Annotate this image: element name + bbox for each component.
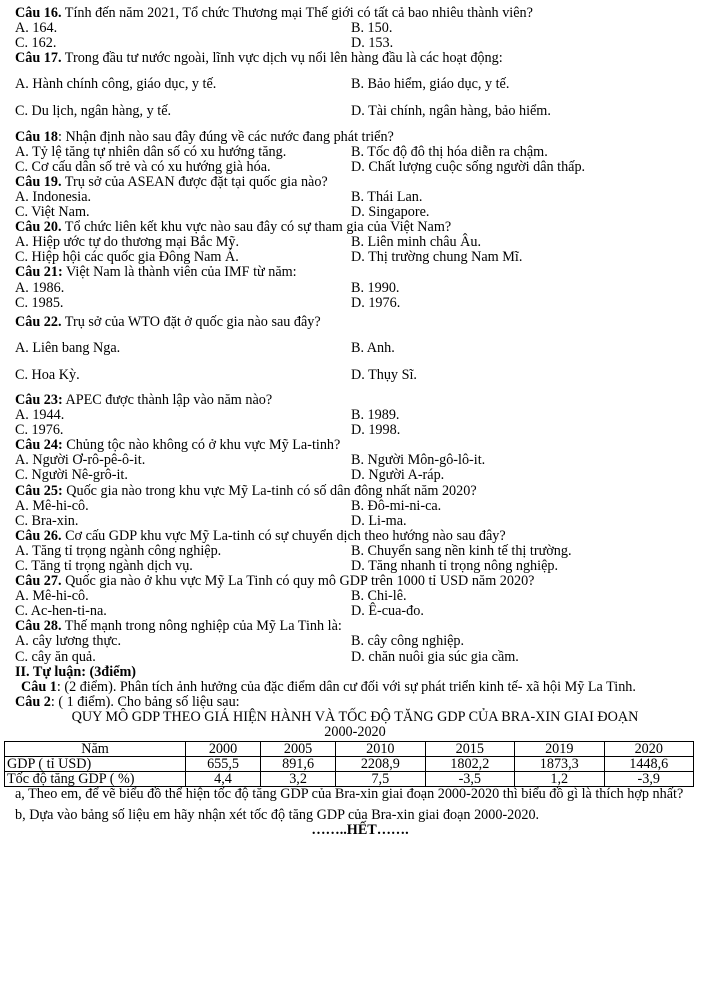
question-number: Câu 28.: [15, 618, 62, 635]
table-cell: 2000: [186, 742, 261, 757]
option-b: B. Đô-mi-ni-ca.: [351, 497, 442, 514]
question-27: [15, 574, 695, 589]
question-16-options: [15, 21, 695, 51]
table-header-row: [5, 742, 694, 757]
question-text: Trong đầu tư nước ngoài, lĩnh vực dịch vụ nổi lên hàng đầu là các hoạt động:: [61, 50, 503, 67]
table-cell: Năm: [5, 742, 186, 757]
question-22-options: [15, 341, 695, 383]
question-text: Chủng tộc nào không có ở khu vực Mỹ La-tinh?: [62, 437, 341, 454]
question-20: [15, 220, 695, 235]
option-c: C. Người Nê-grô-it.: [15, 467, 128, 484]
essay-question-1: [15, 680, 695, 695]
question-26-options: [15, 544, 695, 574]
question-25: [15, 484, 695, 499]
table-cell: -3,9: [604, 772, 694, 787]
question-28-options: [15, 634, 695, 664]
exam-page: [7, 5, 695, 839]
option-d: D. Thụy Sĩ.: [351, 366, 417, 383]
question-text: Tính đến năm 2021, Tổ chức Thương mại Thế giới có tất cả bao nhiêu thành viên?: [61, 5, 533, 21]
question-number: Câu 25:: [15, 482, 63, 499]
option-d: D. Tăng nhanh tỉ trọng nông nghiệp.: [351, 558, 559, 574]
table-cell: 2015: [425, 742, 514, 757]
table-cell: 1873,3: [515, 757, 604, 772]
question-19-options: [15, 190, 695, 220]
table-cell: 2010: [336, 742, 425, 757]
section-heading: II. Tự luận: (3điểm): [15, 663, 136, 680]
table-cell: 891,6: [261, 757, 336, 772]
option-a: A. Hiệp ước tự do thương mại Bắc Mỹ.: [15, 234, 240, 251]
table-cell: 2019: [515, 742, 604, 757]
table-cell: 655,5: [186, 757, 261, 772]
option-d: D. 1976.: [351, 294, 401, 311]
table-cell: 1,2: [515, 772, 604, 787]
option-b: B. Chi-lê.: [351, 588, 407, 605]
option-a: A. Tỷ lệ tăng tự nhiên dân số có xu hướng tăng.: [15, 143, 287, 160]
option-d: D. Ê-cua-đo.: [351, 603, 424, 620]
question-25-options: [15, 499, 695, 529]
table-cell: 2208,9: [336, 757, 425, 772]
question-26: [15, 529, 695, 544]
question-text: Thế mạnh trong nông nghiệp của Mỹ La Tinh là:: [61, 618, 342, 635]
question-text: Quốc gia nào ở khu vực Mỹ La Tinh có quy mô GDP trên 1000 tỉ USD năm 2020?: [61, 573, 535, 590]
question-text: APEC được thành lập vào năm nào?: [62, 391, 273, 408]
question-18-options: [15, 145, 695, 175]
option-b: B. Thái Lan.: [351, 188, 423, 205]
option-b: B. Bảo hiểm, giáo dục, y tế.: [351, 76, 510, 93]
table-row: [5, 772, 694, 787]
option-d: D. 153.: [351, 35, 394, 52]
question-24: [15, 438, 695, 453]
option-a: A. Indonesia.: [15, 188, 92, 205]
question-number: Câu 16.: [15, 5, 62, 21]
option-c: C. cây ăn quả.: [15, 648, 96, 665]
table-row: [5, 757, 694, 772]
table-cell: 7,5: [336, 772, 425, 787]
option-a: A. 164.: [15, 20, 58, 37]
table-cell: 2020: [604, 742, 694, 757]
end-marker: ……..HẾT…….: [311, 822, 409, 839]
option-c: C. Việt Nam.: [15, 204, 90, 221]
option-b: B. 1990.: [351, 279, 400, 296]
option-a: A. 1986.: [15, 279, 65, 296]
question-19: [15, 175, 695, 190]
option-b: B. Người Môn-gô-lô-it.: [351, 452, 486, 469]
question-text: Quốc gia nào trong khu vực Mỹ La-tinh có số dân đông nhất năm 2020?: [62, 482, 477, 499]
option-c: C. 1985.: [15, 294, 64, 311]
question-text: Cơ cấu GDP khu vực Mỹ La-tinh có sự chuyển dịch theo hướng nào sau đây?: [61, 527, 506, 544]
table-title: QUY MÔ GDP THEO GIÁ HIỆN HÀNH VÀ TỐC ĐỘ TĂNG GDP CỦA BRA-XIN GIAI ĐOẠN: [71, 708, 639, 725]
option-c: C. 162.: [15, 35, 57, 52]
option-a: A. Mê-hi-cô.: [15, 588, 89, 605]
option-b: B. Anh.: [351, 339, 395, 356]
option-d: D. Li-ma.: [351, 512, 407, 529]
option-d: D. chăn nuôi gia súc gia cầm.: [351, 648, 519, 665]
sub-question-b: b, Dựa vào bảng số liệu em hãy nhận xét tốc độ tăng GDP của Bra-xin giai đoạn 2000-2020.: [15, 807, 540, 824]
data-table: [4, 741, 694, 787]
question-24-options: [15, 453, 695, 483]
question-22: [15, 315, 695, 330]
option-b: B. Liên minh châu Âu.: [351, 234, 482, 251]
option-b: B. Chuyển sang nền kinh tế thị trường.: [351, 542, 572, 559]
option-c: C. Bra-xin.: [15, 512, 79, 529]
table-cell: 1448,6: [604, 757, 694, 772]
question-text: Trụ sở của ASEAN được đặt tại quốc gia nào?: [61, 173, 328, 190]
table-cell: 3,2: [261, 772, 336, 787]
option-c: C. Hoa Kỳ.: [15, 366, 80, 383]
question-20-options: [15, 235, 695, 265]
option-c: C. Cơ cấu dân số trẻ và có xu hướng già hóa.: [15, 158, 271, 175]
question-16: [15, 6, 695, 21]
question-number: Câu 17.: [15, 50, 62, 67]
question-text: Việt Nam là thành viên của IMF từ năm:: [62, 264, 297, 281]
option-d: D. Người A-ráp.: [351, 467, 445, 484]
option-b: B. Tốc độ đô thị hóa diễn ra chậm.: [351, 143, 548, 160]
question-number: Câu 26.: [15, 527, 62, 544]
question-number: Câu 18: [15, 128, 58, 145]
table-cell: -3,5: [425, 772, 514, 787]
table-cell: Tốc độ tăng GDP ( %): [5, 772, 186, 787]
option-c: C. Tăng tỉ trọng ngành dịch vụ.: [15, 558, 193, 574]
table-cell: 4,4: [186, 772, 261, 787]
question-28: [15, 619, 695, 634]
question-text: : ( 1 điểm). Cho bảng số liệu sau:: [50, 693, 240, 710]
question-18: [15, 130, 695, 145]
option-c: C. Du lịch, ngân hàng, y tế.: [15, 103, 172, 120]
question-number: Câu 1: [21, 678, 57, 695]
essay-question-2: [15, 695, 695, 710]
option-d: D. Chất lượng cuộc sống người dân thấp.: [351, 158, 586, 175]
option-a: A. Tăng tỉ trọng ngành công nghiệp.: [15, 542, 222, 559]
option-a: A. cây lương thực.: [15, 633, 122, 650]
option-a: A. Liên bang Nga.: [15, 339, 121, 356]
option-d: D. 1998.: [351, 422, 401, 439]
question-text: Tổ chức liên kết khu vực nào sau đây có sự tham gia của Việt Nam?: [61, 219, 452, 236]
question-number: Câu 19.: [15, 173, 62, 190]
sub-question-a: a, Theo em, để vẽ biểu đồ thể hiện tốc độ tăng GDP của Bra-xin giai đoạn 2000-2020 thì biểu đồ gì là thích hợp nhất?: [15, 786, 684, 803]
option-d: D. Thị trường chung Nam Mĩ.: [351, 249, 523, 266]
question-number: Câu 27.: [15, 573, 62, 590]
question-text: : Nhận định nào sau đây đúng về các nước đang phát triển?: [57, 128, 394, 145]
option-a: A. 1944.: [15, 407, 65, 424]
option-a: A. Hành chính công, giáo dục, y tế.: [15, 76, 217, 93]
table-subtitle: 2000-2020: [324, 724, 386, 741]
question-number: Câu 24:: [15, 437, 63, 454]
question-number: Câu 21:: [15, 264, 63, 281]
question-number: Câu 22.: [15, 313, 62, 330]
option-c: C. 1976.: [15, 422, 64, 439]
table-cell: 1802,2: [425, 757, 514, 772]
option-b: B. 1989.: [351, 407, 400, 424]
question-text: : (2 điểm). Phân tích ảnh hưởng của đặc điểm dân cư đối với sự phát triển kinh tế- xã hội Mỹ La Tinh.: [56, 678, 636, 695]
table-cell: 2005: [261, 742, 336, 757]
question-21: [15, 265, 695, 280]
option-b: B. 150.: [351, 20, 393, 37]
option-c: C. Ac-hen-ti-na.: [15, 603, 107, 620]
option-b: B. cây công nghiệp.: [351, 633, 465, 650]
question-27-options: [15, 589, 695, 619]
question-21-options: [15, 281, 695, 311]
question-number: Câu 2: [15, 693, 51, 710]
question-23: [15, 393, 695, 408]
question-number: Câu 23:: [15, 391, 63, 408]
option-a: A. Mê-hi-cô.: [15, 497, 89, 514]
option-d: D. Tài chính, ngân hàng, bảo hiểm.: [351, 103, 551, 120]
question-17: [15, 51, 695, 66]
option-c: C. Hiệp hội các quốc gia Đông Nam Á.: [15, 249, 239, 266]
option-d: D. Singapore.: [351, 204, 430, 221]
option-a: A. Người Ơ-rô-pê-ô-it.: [15, 452, 146, 469]
table-cell: GDP ( tỉ USD): [5, 757, 186, 772]
question-23-options: [15, 408, 695, 438]
question-number: Câu 20.: [15, 219, 62, 236]
question-17-options: [15, 77, 695, 119]
question-text: Trụ sở của WTO đặt ở quốc gia nào sau đây?: [61, 313, 321, 330]
